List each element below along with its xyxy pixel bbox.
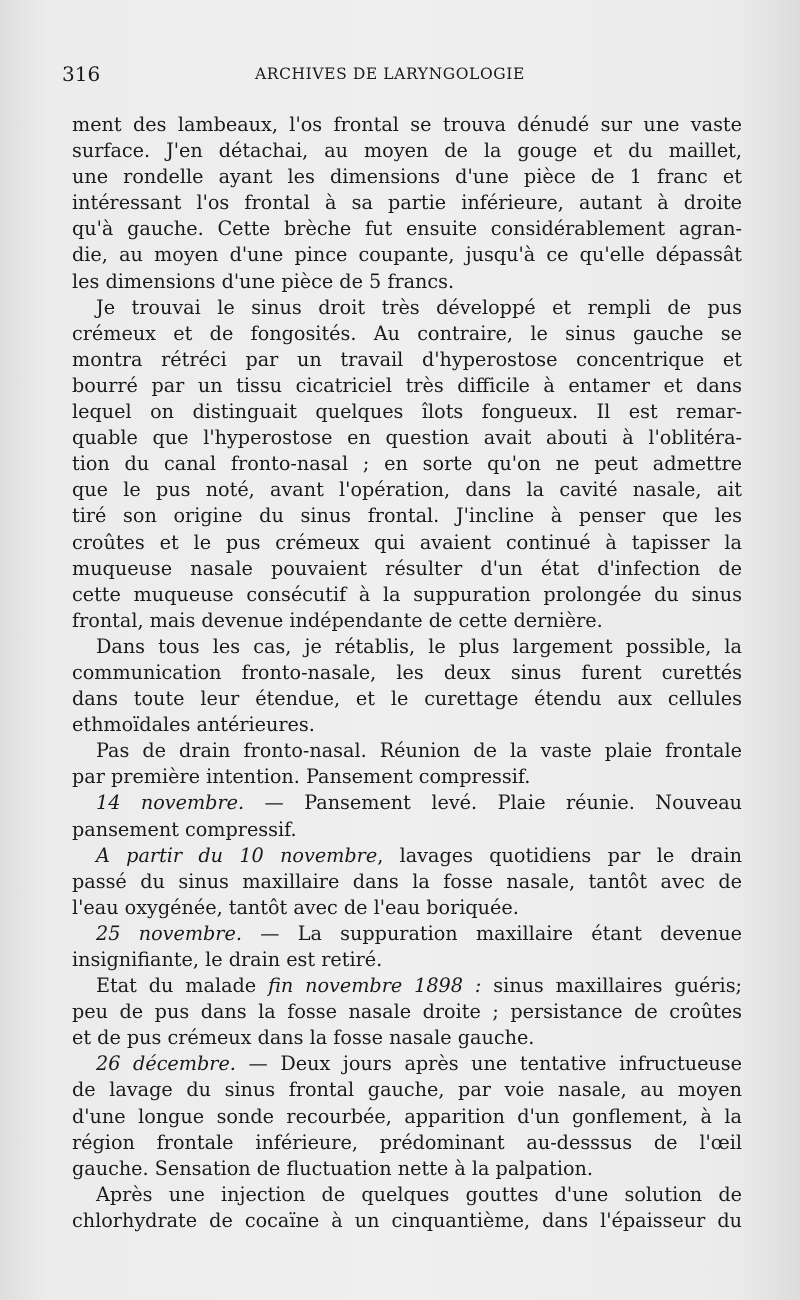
text-run: Etat du malade bbox=[96, 974, 269, 998]
paragraph bbox=[72, 738, 742, 790]
paragraph bbox=[72, 1051, 742, 1181]
date-label: fin novembre 1898 : bbox=[268, 974, 482, 998]
text-line: ment des lambeaux, l'os frontal se trouva dénudé sur une vaste bbox=[72, 113, 742, 136]
text-line: bourré par un tissu cicatriciel très difficile à entamer et dans bbox=[72, 373, 742, 397]
date-label: 25 novembre. bbox=[96, 921, 242, 945]
text-line: lequel on distinguait quelques îlots fongueux. Il est remar- bbox=[72, 400, 742, 424]
text-line: peu de pus dans la fosse nasale droite ; persistance de croûtes bbox=[72, 1000, 742, 1024]
text-line: montra rétréci par un travail d'hyperostose concentrique et bbox=[72, 347, 742, 371]
text-line: intéressant l'os frontal à sa partie inférieure, autant à droite bbox=[72, 191, 742, 215]
text-line: insignifiante, le drain est retiré. bbox=[72, 948, 383, 971]
text-line: région frontale inférieure, prédominant au-desssus de l'œil bbox=[72, 1130, 742, 1154]
date-label: 26 décembre. bbox=[96, 1052, 236, 1076]
text-line: dans toute leur étendue, et le curettage étendu aux cellules bbox=[72, 687, 742, 711]
text-line: l'eau oxygénée, tantôt avec de l'eau boriquée. bbox=[72, 895, 519, 919]
date-label: A partir du 10 novembre bbox=[96, 843, 378, 867]
paragraph bbox=[72, 790, 742, 842]
text-line bbox=[72, 973, 742, 999]
text-line bbox=[72, 1051, 742, 1077]
paragraph bbox=[72, 921, 742, 973]
text-line: Pas de drain fronto-nasal. Réunion de la vaste plaie frontale bbox=[96, 739, 742, 763]
paragraph bbox=[72, 973, 742, 1051]
text-line: Dans tous les cas, je rétablis, le plus largement possible, la bbox=[96, 634, 742, 658]
text-line: de lavage du sinus frontal gauche, par voie nasale, au moyen bbox=[72, 1078, 742, 1102]
text-run: — Deux jours après une tentative infructueuse bbox=[235, 1052, 742, 1076]
text-line bbox=[72, 843, 742, 869]
text-run: — La suppuration maxillaire étant devenue bbox=[241, 921, 742, 945]
text-line: qu'à gauche. Cette brèche fut ensuite considérablement agran- bbox=[72, 217, 742, 241]
text-line: communication fronto-nasale, les deux sinus furent curettés bbox=[72, 660, 742, 684]
paragraph bbox=[72, 1182, 742, 1234]
page-number: 316 bbox=[62, 62, 101, 86]
text-line: croûtes et le pus crémeux qui avaient continué à tapisser la bbox=[72, 530, 742, 554]
running-header bbox=[62, 62, 752, 92]
text-line: ethmoïdales antérieures. bbox=[72, 713, 315, 737]
text-line: cette muqueuse consécutif à la suppuration prolongée du sinus bbox=[72, 582, 742, 606]
text-run: , lavages quotidiens par le drain bbox=[377, 843, 742, 867]
text-line: surface. J'en détachai, au moyen de la gouge et du maillet, bbox=[72, 139, 742, 163]
text-line: d'une longue sonde recourbée, apparition d'un gonflement, à la bbox=[72, 1104, 742, 1128]
text-line: par première intention. Pansement compressif. bbox=[72, 765, 531, 789]
text-line: passé du sinus maxillaire dans la fosse nasale, tantôt avec de bbox=[72, 869, 742, 893]
text-line: que le pus noté, avant l'opération, dans la cavité nasale, ait bbox=[72, 478, 742, 502]
text-line bbox=[72, 790, 742, 816]
body-text bbox=[72, 112, 742, 1234]
text-line: tion du canal fronto-nasal ; en sorte qu'on ne peut admettre bbox=[72, 452, 742, 476]
paragraph bbox=[72, 634, 742, 738]
text-line: les dimensions d'une pièce de 5 francs. bbox=[72, 269, 455, 293]
text-line: crémeux et de fongosités. Au contraire, le sinus gauche se bbox=[72, 321, 742, 345]
text-line: frontal, mais devenue indépendante de cette dernière. bbox=[72, 608, 603, 632]
text-run: sinus maxillaires guéris; bbox=[481, 974, 743, 998]
paragraph bbox=[72, 843, 742, 921]
text-line: pansement compressif. bbox=[72, 817, 297, 841]
text-line: et de pus crémeux dans la fosse nasale gauche. bbox=[72, 1026, 535, 1050]
text-line: Je trouvai le sinus droit très développé et rempli de pus bbox=[96, 295, 742, 319]
paragraph bbox=[72, 295, 742, 634]
text-line bbox=[72, 921, 742, 947]
text-line: muqueuse nasale pouvaient résulter d'un état d'infection de bbox=[72, 556, 742, 580]
text-line: une rondelle ayant les dimensions d'une pièce de 1 franc et bbox=[72, 165, 742, 189]
text-run: — Pansement levé. Plaie réunie. Nouveau bbox=[244, 791, 742, 815]
text-line: gauche. Sensation de fluctuation nette à la palpation. bbox=[72, 1156, 593, 1180]
text-line: chlorhydrate de cocaïne à un cinquantième, dans l'épaisseur du bbox=[72, 1208, 742, 1232]
running-title: ARCHIVES DE LARYNGOLOGIE bbox=[255, 65, 525, 83]
text-line: tiré son origine du sinus frontal. J'incline à penser que les bbox=[72, 504, 742, 528]
text-line: quable que l'hyperostose en question avait abouti à l'oblitéra- bbox=[72, 426, 742, 450]
text-line: die, au moyen d'une pince coupante, jusqu'à ce qu'elle dépassât bbox=[72, 243, 742, 267]
text-line: Après une injection de quelques gouttes d'une solution de bbox=[96, 1182, 742, 1206]
paragraph bbox=[72, 112, 742, 295]
date-label: 14 novembre. bbox=[96, 791, 245, 815]
